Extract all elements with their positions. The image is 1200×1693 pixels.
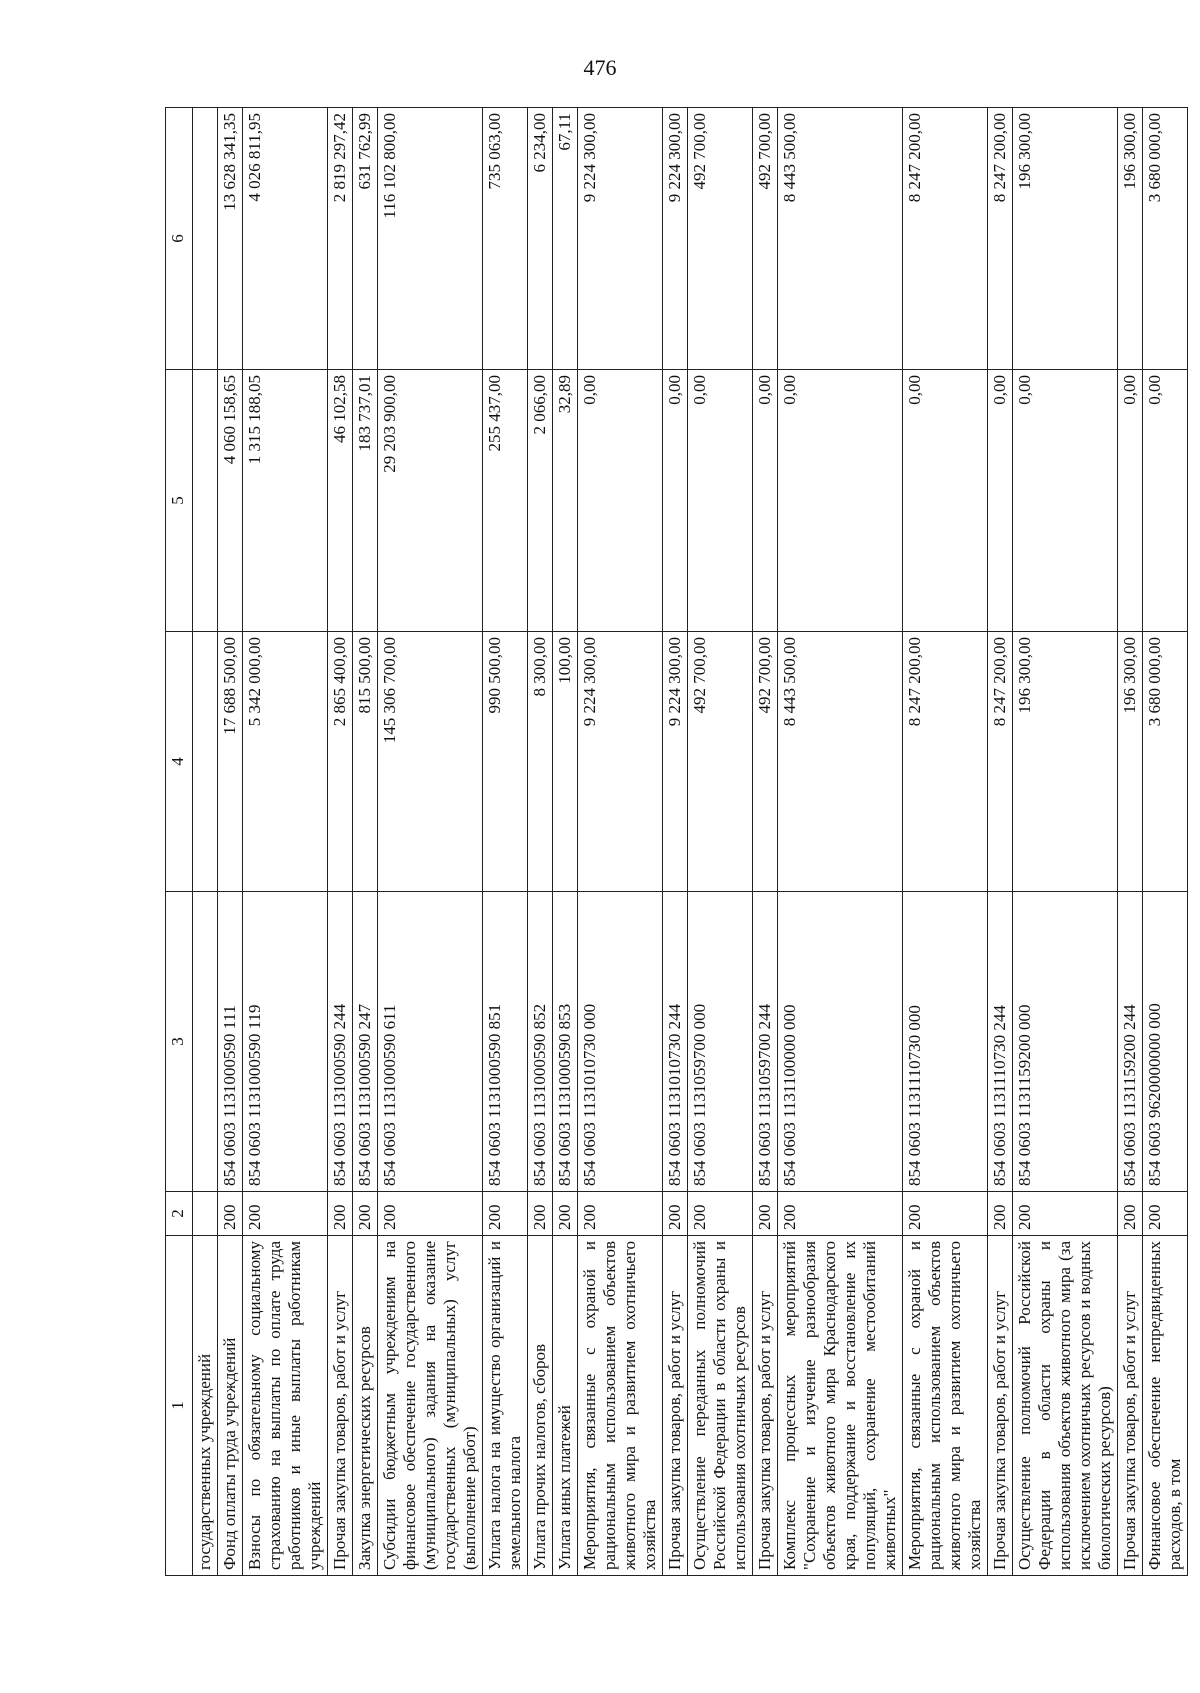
row-plan-cell: 990 500,00: [483, 632, 528, 892]
row-plan-cell: 9 224 300,00: [663, 632, 688, 892]
row-code-cell: 200: [753, 1192, 778, 1236]
table-header-row: [166, 108, 193, 1576]
row-classification-cell: 854 0603 1131159200 244: [1118, 892, 1143, 1192]
row-name-cell: Прочая закупка товаров, работ и услуг: [1118, 1236, 1143, 1576]
row-code-cell: [193, 1192, 218, 1236]
row-classification-cell: 854 0603 1131159200 000: [1013, 892, 1118, 1192]
row-classification-cell: 854 0603 1131000590 244: [328, 892, 353, 1192]
table-row: [578, 108, 663, 1576]
row-plan-cell: 492 700,00: [753, 632, 778, 892]
row-name-cell: Прочая закупка товаров, работ и услуг: [753, 1236, 778, 1576]
row-classification-cell: 854 0603 1131110730 000: [903, 892, 988, 1192]
row-actual-cell: 0,00: [753, 370, 778, 632]
row-code-cell: 200: [578, 1192, 663, 1236]
row-actual-cell: 0,00: [903, 370, 988, 632]
row-remaining-cell: 631 762,99: [353, 108, 378, 370]
row-code-cell: 200: [328, 1192, 353, 1236]
row-name-cell: Мероприятия, связанные с охраной и рациональным использованием объектов животного мира и развитием охотничьего хозяйства: [903, 1236, 988, 1576]
row-actual-cell: 29 203 900,00: [378, 370, 483, 632]
row-code-cell: 200: [1143, 1192, 1188, 1236]
column-header-5: 5: [166, 370, 193, 632]
row-name-cell: Закупка энергетических ресурсов: [353, 1236, 378, 1576]
row-code-cell: 200: [553, 1192, 578, 1236]
row-classification-cell: 854 0603 9620000000 000: [1143, 892, 1188, 1192]
row-code-cell: 200: [243, 1192, 328, 1236]
table-row: [483, 108, 528, 1576]
row-actual-cell: 183 737,01: [353, 370, 378, 632]
row-name-cell: Комплекс процессных мероприятий "Сохранение и изучение разнообразия объектов животного мира Краснодарского края, поддержание и восстановление их популяций, сохранение местообитаний животных": [778, 1236, 903, 1576]
row-name-cell: Осуществление полномочий Российской Федерации в области охраны и использования объектов животного мира (за исключением охотничьих ресурсов и водных биологических ресурсов): [1013, 1236, 1118, 1576]
row-classification-cell: 854 0603 1131000590 852: [528, 892, 553, 1192]
column-header-1: 1: [166, 1236, 193, 1576]
row-remaining-cell: 13 628 341,35: [218, 108, 243, 370]
table-row: [663, 108, 688, 1576]
row-name-cell: Уплата налога на имущество организаций и земельного налога: [483, 1236, 528, 1576]
row-code-cell: 200: [483, 1192, 528, 1236]
budget-table-container: [165, 108, 1184, 1576]
row-remaining-cell: 492 700,00: [688, 108, 753, 370]
table-row: [218, 108, 243, 1576]
row-remaining-cell: 2 819 297,42: [328, 108, 353, 370]
row-code-cell: 200: [988, 1192, 1013, 1236]
row-remaining-cell: 6 234,00: [528, 108, 553, 370]
row-plan-cell: 196 300,00: [1118, 632, 1143, 892]
row-actual-cell: [193, 370, 218, 632]
row-classification-cell: 854 0603 1131010730 244: [663, 892, 688, 1192]
column-header-4: 4: [166, 632, 193, 892]
row-code-cell: 200: [688, 1192, 753, 1236]
budget-table: [165, 107, 1188, 1576]
row-actual-cell: 0,00: [1143, 370, 1188, 632]
row-plan-cell: 5 342 000,00: [243, 632, 328, 892]
row-remaining-cell: 9 224 300,00: [663, 108, 688, 370]
row-plan-cell: 196 300,00: [1013, 632, 1118, 892]
table-row: [778, 108, 903, 1576]
row-name-cell: Прочая закупка товаров, работ и услуг: [328, 1236, 353, 1576]
row-plan-cell: 8 300,00: [528, 632, 553, 892]
row-classification-cell: 854 0603 1131010730 000: [578, 892, 663, 1192]
table-row: [243, 108, 328, 1576]
row-remaining-cell: 67,11: [553, 108, 578, 370]
table-body: [193, 108, 1188, 1576]
row-classification-cell: 854 0603 1131059700 000: [688, 892, 753, 1192]
row-actual-cell: 1 315 188,05: [243, 370, 328, 632]
row-remaining-cell: 4 026 811,95: [243, 108, 328, 370]
row-plan-cell: 815 500,00: [353, 632, 378, 892]
table-row: [193, 108, 218, 1576]
row-code-cell: 200: [378, 1192, 483, 1236]
row-actual-cell: 0,00: [1013, 370, 1118, 632]
column-header-3: 3: [166, 892, 193, 1192]
row-remaining-cell: 196 300,00: [1118, 108, 1143, 370]
table-row: [553, 108, 578, 1576]
row-code-cell: 200: [218, 1192, 243, 1236]
row-code-cell: 200: [663, 1192, 688, 1236]
row-actual-cell: 0,00: [1118, 370, 1143, 632]
row-classification-cell: 854 0603 1131000590 851: [483, 892, 528, 1192]
row-remaining-cell: 8 247 200,00: [903, 108, 988, 370]
row-remaining-cell: 735 063,00: [483, 108, 528, 370]
row-code-cell: 200: [903, 1192, 988, 1236]
row-classification-cell: 854 0603 1131110730 244: [988, 892, 1013, 1192]
row-classification-cell: 854 0603 1131100000 000: [778, 892, 903, 1192]
row-name-cell: Осуществление переданных полномочий Российской Федерации в области охраны и использования охотничьих ресурсов: [688, 1236, 753, 1576]
row-remaining-cell: 492 700,00: [753, 108, 778, 370]
row-classification-cell: 854 0603 1131000590 853: [553, 892, 578, 1192]
row-plan-cell: 492 700,00: [688, 632, 753, 892]
table-row: [1013, 108, 1118, 1576]
row-name-cell: Взносы по обязательному социальному страхованию на выплаты по оплате труда работников и иные выплаты работникам учреждений: [243, 1236, 328, 1576]
table-row: [378, 108, 483, 1576]
table-row: [753, 108, 778, 1576]
table-row: [1118, 108, 1143, 1576]
table-row: [328, 108, 353, 1576]
row-plan-cell: 100,00: [553, 632, 578, 892]
row-actual-cell: 2 066,00: [528, 370, 553, 632]
row-remaining-cell: 196 300,00: [1013, 108, 1118, 370]
row-classification-cell: [193, 892, 218, 1192]
row-code-cell: 200: [353, 1192, 378, 1236]
row-plan-cell: 9 224 300,00: [578, 632, 663, 892]
row-name-cell: Фонд оплаты труда учреждений: [218, 1236, 243, 1576]
row-actual-cell: 32,89: [553, 370, 578, 632]
row-remaining-cell: 8 247 200,00: [988, 108, 1013, 370]
row-name-cell: Прочая закупка товаров, работ и услуг: [663, 1236, 688, 1576]
row-plan-cell: 3 680 000,00: [1143, 632, 1188, 892]
row-actual-cell: 0,00: [778, 370, 903, 632]
table-row: [353, 108, 378, 1576]
row-actual-cell: 255 437,00: [483, 370, 528, 632]
row-actual-cell: 0,00: [663, 370, 688, 632]
row-plan-cell: 2 865 400,00: [328, 632, 353, 892]
table-row: [688, 108, 753, 1576]
row-name-cell: Уплата иных платежей: [553, 1236, 578, 1576]
row-remaining-cell: 116 102 800,00: [378, 108, 483, 370]
row-code-cell: 200: [778, 1192, 903, 1236]
table-row: [988, 108, 1013, 1576]
table-row: [1143, 108, 1188, 1576]
row-classification-cell: 854 0603 1131000590 111: [218, 892, 243, 1192]
row-name-cell: Мероприятия, связанные с охраной и рациональным использованием объектов животного мира и развитием охотничьего хозяйства: [578, 1236, 663, 1576]
row-classification-cell: 854 0603 1131000590 611: [378, 892, 483, 1192]
table-row: [528, 108, 553, 1576]
row-remaining-cell: 8 443 500,00: [778, 108, 903, 370]
row-name-cell: Прочая закупка товаров, работ и услуг: [988, 1236, 1013, 1576]
row-name-cell: Уплата прочих налогов, сборов: [528, 1236, 553, 1576]
row-code-cell: 200: [1013, 1192, 1118, 1236]
column-header-6: 6: [166, 108, 193, 370]
page-number: 476: [583, 55, 617, 80]
row-remaining-cell: 3 680 000,00: [1143, 108, 1188, 370]
row-plan-cell: 8 247 200,00: [988, 632, 1013, 892]
row-code-cell: 200: [1118, 1192, 1143, 1236]
row-plan-cell: 8 443 500,00: [778, 632, 903, 892]
row-name-cell: Финансовое обеспечение непредвиденных расходов, в том: [1143, 1236, 1188, 1576]
row-classification-cell: 854 0603 1131000590 247: [353, 892, 378, 1192]
row-actual-cell: 4 060 158,65: [218, 370, 243, 632]
row-actual-cell: 0,00: [578, 370, 663, 632]
row-plan-cell: 8 247 200,00: [903, 632, 988, 892]
row-remaining-cell: [193, 108, 218, 370]
column-header-2: 2: [166, 1192, 193, 1236]
row-classification-cell: 854 0603 1131059700 244: [753, 892, 778, 1192]
row-actual-cell: 0,00: [988, 370, 1013, 632]
row-actual-cell: 46 102,58: [328, 370, 353, 632]
table-row: [903, 108, 988, 1576]
row-actual-cell: 0,00: [688, 370, 753, 632]
row-plan-cell: [193, 632, 218, 892]
row-plan-cell: 145 306 700,00: [378, 632, 483, 892]
row-remaining-cell: 9 224 300,00: [578, 108, 663, 370]
row-code-cell: 200: [528, 1192, 553, 1236]
row-classification-cell: 854 0603 1131000590 119: [243, 892, 328, 1192]
row-name-cell: Субсидии бюджетным учреждениям на финансовое обеспечение государственного (муниципального) задания на оказание государственных (муниципальных) услуг (выполнение работ): [378, 1236, 483, 1576]
row-plan-cell: 17 688 500,00: [218, 632, 243, 892]
row-name-cell: государственных учреждений: [193, 1236, 218, 1576]
